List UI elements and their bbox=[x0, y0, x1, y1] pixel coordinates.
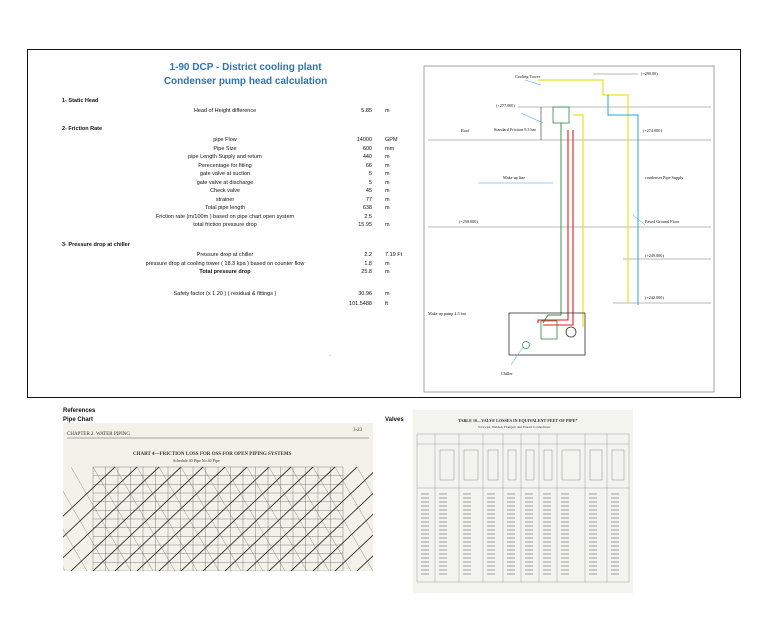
row-value: 5 bbox=[368, 179, 372, 186]
row-label: pressure drop at cooling tower ( 18.3 kpa ) based on counter flow bbox=[145, 260, 305, 267]
references-heading: References bbox=[63, 408, 96, 414]
valve-illustration bbox=[562, 450, 580, 480]
valves-heading: Valves bbox=[385, 417, 404, 423]
pipe-chart-title: CHART 4—FRICTION LOSS FOR OSS FOR OPEN PIPING SYSTEMS bbox=[133, 452, 292, 457]
valve-illustration bbox=[508, 450, 516, 480]
label-make-up-pump: Make up pump 4.5 bar bbox=[428, 311, 467, 316]
row-value: 600 bbox=[362, 145, 372, 152]
row-value: 66 bbox=[365, 162, 372, 169]
row-value: 5 bbox=[368, 171, 372, 177]
sheet-subtitle: Condenser pump head calculation bbox=[163, 76, 328, 87]
row-value: 2.2 bbox=[364, 252, 372, 258]
row-unit: m bbox=[385, 162, 390, 169]
label-level-274: (+274.000) bbox=[643, 128, 662, 133]
label-level-249: (+249.000) bbox=[645, 253, 664, 258]
pipe-chart-heading: Pipe Chart bbox=[63, 417, 94, 423]
safety-factor-value: 30.96 bbox=[358, 291, 372, 297]
label-level-258: (+258.000) bbox=[459, 219, 478, 224]
valve-illustration bbox=[464, 450, 478, 480]
label-paved-ground-floor: Paved Ground Floor bbox=[645, 219, 680, 224]
row-label: Pipe Size bbox=[213, 145, 237, 152]
stray-dash: - bbox=[329, 353, 331, 359]
row-label: Total pipe length bbox=[204, 205, 246, 211]
velocity-curve bbox=[63, 467, 65, 571]
row-unit: m bbox=[385, 171, 390, 177]
row-value: 45 bbox=[365, 188, 372, 194]
safety-factor-unit: m bbox=[385, 291, 390, 297]
label-level-top: (+290.00) bbox=[641, 71, 658, 76]
row-value: 2.5 bbox=[364, 213, 372, 220]
row-value: 15.95 bbox=[358, 222, 372, 228]
row-label: Check valve bbox=[210, 188, 240, 194]
row-value: 5.85 bbox=[361, 108, 372, 114]
row-value: 1.8 bbox=[364, 260, 372, 267]
row-unit: m bbox=[385, 188, 390, 194]
valve-table-grid bbox=[417, 434, 629, 582]
row-unit: 7.19 Ft bbox=[385, 252, 403, 258]
pipe-chart-grid bbox=[63, 467, 373, 571]
row-unit: m bbox=[385, 222, 390, 228]
row-value: 25.8 bbox=[361, 269, 372, 275]
valve-illustration bbox=[526, 450, 534, 480]
valve-table-graphic bbox=[413, 410, 633, 593]
final-head-value: 101.5488 bbox=[349, 301, 372, 307]
valve-illustration bbox=[590, 450, 602, 480]
row-label: Perecentage for fitiing bbox=[198, 162, 252, 169]
row-unit: m bbox=[385, 196, 390, 203]
row-unit: mm bbox=[385, 145, 395, 152]
row-unit: m bbox=[385, 108, 390, 114]
row-label: Pressure drop at chiller bbox=[196, 252, 254, 258]
row-value: 440 bbox=[362, 154, 372, 160]
valve-illustration bbox=[440, 450, 454, 480]
valve-table-image bbox=[413, 410, 633, 593]
row-unit: m bbox=[385, 205, 390, 211]
row-value: 14000 bbox=[356, 137, 372, 143]
pipe-chart-page: 3-23 bbox=[353, 428, 363, 433]
section-friction-rate: 2- Friction Rate bbox=[62, 126, 103, 132]
row-value: 638 bbox=[362, 205, 372, 211]
final-head-unit: ft bbox=[385, 301, 389, 307]
row-label: gate valve at suction bbox=[199, 171, 251, 177]
pipe-chart-subtitle: Schedule 40 Pipe No.40 Pipe bbox=[173, 458, 220, 463]
valve-table-title: TABLE 10—VALVE LOSSES IN EQUIVALENT FEET OF PIPE* bbox=[458, 418, 578, 423]
section-chiller-drop: 3- Pressure drop at chiller bbox=[62, 242, 130, 248]
valve-illustration bbox=[488, 450, 498, 480]
row-label: Total pressure drop bbox=[199, 269, 251, 275]
row-label: Head of Height difference bbox=[193, 108, 257, 114]
label-roof: Roof bbox=[461, 128, 470, 133]
section-static-head: 1- Static Head bbox=[62, 98, 99, 104]
row-label: Friction rate (m/100m ) based on pipe chart open system bbox=[155, 213, 295, 220]
piping-riser-diagram bbox=[423, 65, 715, 393]
pipe-chart-chapter: CHAPTER 2. WATER PIPING bbox=[67, 432, 130, 437]
row-label: strainer bbox=[215, 196, 235, 203]
pipe-chart-graphic bbox=[63, 423, 373, 571]
valve-table-subtitle: Screwed, Welded, Flanged, and Flared Connections bbox=[478, 425, 551, 429]
calculation-sheet bbox=[27, 49, 741, 398]
row-unit: GPM bbox=[385, 137, 398, 143]
safety-factor-label: Safety factor (x 1.20 ) ( residual & fittings ) bbox=[173, 291, 277, 297]
label-cooling-tower: Cooling Tower bbox=[515, 74, 541, 79]
row-value: 77 bbox=[365, 196, 372, 203]
row-label: pipe Length Supply and return bbox=[188, 154, 262, 160]
row-unit: m bbox=[385, 179, 390, 186]
sheet-title: 1-90 DCP - District cooling plant bbox=[169, 62, 322, 73]
label-standard-friction: Standard Friction 9.5 bar bbox=[494, 127, 536, 132]
label-level-242: (+242.000) bbox=[645, 295, 664, 300]
label-level-277: (+277.000) bbox=[496, 103, 515, 108]
velocity-curve bbox=[63, 467, 87, 571]
row-label: total friction pressure drop bbox=[193, 222, 257, 228]
pipe-chart-image bbox=[63, 423, 373, 571]
label-chiller: Chiller bbox=[501, 371, 513, 376]
row-label: pipe Flow bbox=[213, 137, 237, 143]
valve-illustration bbox=[612, 450, 624, 480]
valve-illustration bbox=[544, 450, 552, 480]
row-unit: m bbox=[385, 260, 390, 267]
label-condenser-pipe-supply: condenser Pipe Supply bbox=[645, 175, 684, 180]
row-label: gate valve at discharge bbox=[196, 179, 254, 186]
row-unit: m bbox=[385, 154, 390, 160]
row-unit: m bbox=[385, 269, 390, 275]
label-make-up-line: Make up line bbox=[503, 175, 526, 180]
